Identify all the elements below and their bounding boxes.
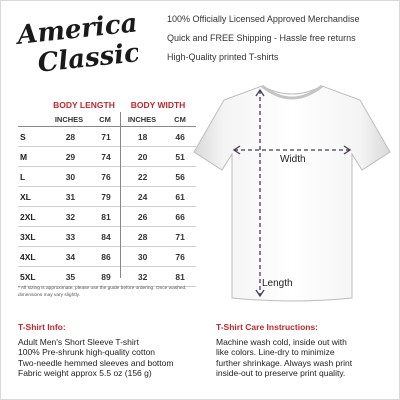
length-label: Length: [262, 278, 293, 289]
size-row: [18, 167, 196, 187]
length-cm-cell: 79: [101, 191, 111, 202]
care-line: like colors. Line-dry to minimize: [216, 347, 335, 357]
width-inches-cell: 22: [137, 171, 148, 182]
tshirt-info-section: [18, 322, 206, 379]
width-cm-cell: 66: [175, 211, 185, 222]
sizing-footnote: * All sizing is approximate, please use the guide before ordering. Once washed, dimensions may vary slightly.: [18, 286, 187, 298]
tshirt-diagram: [192, 80, 392, 302]
logo-line-1: American: [15, 8, 138, 51]
width-cm-header: CM: [174, 114, 186, 124]
size-label: XL: [20, 191, 31, 202]
length-cm-header: CM: [99, 114, 111, 124]
size-label: 5XL: [20, 271, 36, 282]
care-line: Machine wash cold, inside out with: [216, 336, 347, 347]
tshirt-info-title: T-Shirt Info:: [18, 322, 66, 332]
width-inches-cell: 26: [137, 211, 148, 222]
size-row: [18, 127, 196, 147]
width-cm-cell: 61: [175, 191, 185, 202]
length-cm-cell: 86: [101, 251, 111, 262]
tagline-quality: High-Quality printed T-shirts: [167, 52, 279, 62]
size-label: S: [20, 131, 26, 142]
size-label: 3XL: [20, 231, 36, 242]
length-inches-cell: 33: [65, 231, 76, 242]
tagline-licensed: 100% Officially Licensed Approved Merchandise: [167, 14, 360, 24]
width-label: Width: [280, 154, 306, 165]
width-inches-header: INCHES: [127, 114, 157, 124]
length-inches-cell: 30: [65, 171, 76, 182]
width-inches-cell: 30: [137, 251, 148, 262]
length-inches-cell: 34: [65, 251, 76, 262]
length-inches-cell: 28: [65, 131, 76, 142]
care-line: inside-out to preserve print quality.: [216, 368, 346, 378]
length-cm-cell: 74: [101, 151, 111, 162]
tshirt-body: [194, 86, 390, 301]
body-width-header: BODY WIDTH: [130, 100, 186, 110]
size-label: L: [20, 171, 26, 182]
length-cm-cell: 84: [101, 231, 111, 242]
size-label: M: [20, 151, 28, 162]
length-inches-cell: 29: [65, 151, 76, 162]
width-inches-cell: 32: [137, 271, 148, 282]
width-cm-cell: 71: [175, 231, 185, 242]
length-inches-cell: 31: [65, 191, 76, 202]
size-row: [18, 247, 196, 267]
length-inches-cell: 32: [65, 211, 76, 222]
info-line: Two-needle hemmed sleeves and bottom: [18, 357, 174, 368]
tagline-shipping: Quick and FREE Shipping - Hassle free returns: [167, 33, 356, 43]
width-inches-cell: 28: [137, 231, 148, 242]
width-inches-cell: 18: [137, 131, 148, 142]
info-line: 100% Pre-shrunk high-quality cotton: [18, 347, 156, 357]
width-inches-cell: 24: [137, 191, 148, 202]
length-cm-cell: 71: [101, 131, 111, 142]
body-length-header: BODY LENGTH: [53, 100, 115, 110]
care-title: T-Shirt Care Instructions:: [216, 322, 319, 332]
size-row: [18, 147, 196, 167]
length-cm-cell: 76: [101, 171, 111, 182]
length-inches-cell: 35: [65, 271, 76, 282]
width-cm-cell: 76: [175, 251, 185, 262]
info-line: Adult Men's Short Sleeve T-shirt: [18, 336, 139, 347]
size-row: [18, 267, 196, 287]
width-cm-cell: 56: [175, 171, 185, 182]
size-row: [18, 187, 196, 207]
size-chart-table: [18, 98, 196, 287]
width-cm-cell: 81: [175, 271, 185, 282]
length-cm-cell: 81: [101, 211, 111, 222]
care-line: further shrinkage. Always wash print: [216, 357, 353, 368]
american-classics-logo: [14, 8, 138, 78]
logo-line-2: Classics: [36, 36, 138, 78]
length-cm-cell: 89: [101, 271, 111, 282]
size-label: 2XL: [20, 211, 36, 222]
width-cm-cell: 51: [175, 151, 185, 162]
table-subheader: [18, 112, 196, 127]
length-inches-header: INCHES: [54, 114, 84, 124]
size-label: 4XL: [20, 251, 36, 262]
width-inches-cell: 20: [137, 151, 148, 162]
care-instructions-section: [216, 322, 394, 379]
size-row: [18, 207, 196, 227]
table-divider: [120, 112, 121, 278]
size-row: [18, 227, 196, 247]
table-header: [18, 98, 196, 112]
width-cm-cell: 46: [175, 131, 185, 142]
taglines: [167, 10, 359, 67]
info-line: Fabric weight approx 5.5 oz (156 g): [18, 368, 152, 378]
